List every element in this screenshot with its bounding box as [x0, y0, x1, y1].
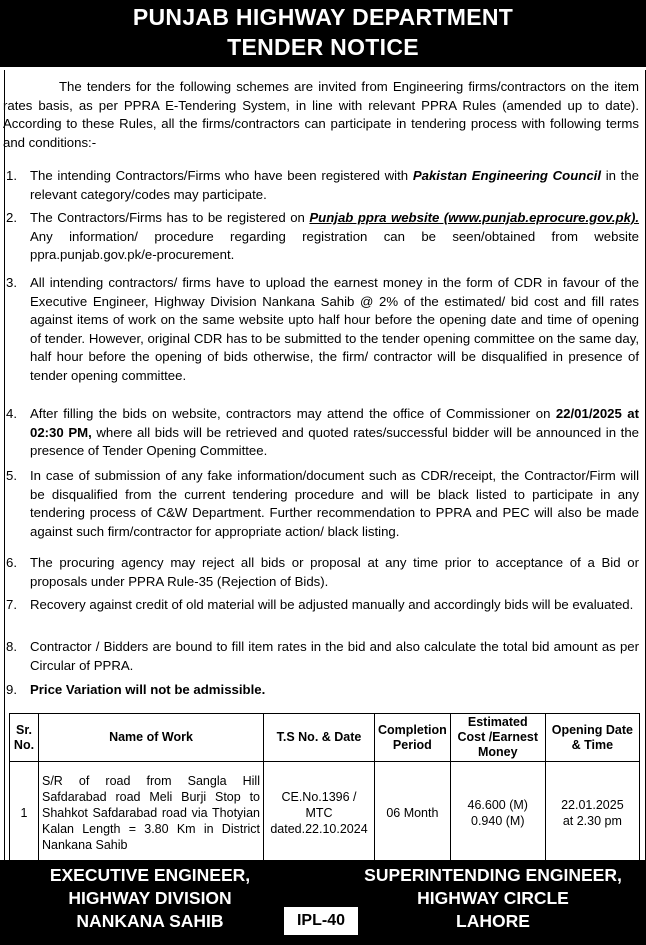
pec-emphasis: Pakistan Engineering Council	[412, 168, 601, 183]
term-number: 3.	[6, 275, 17, 290]
ipl-code-badge: IPL-40	[283, 906, 359, 936]
term-number: 9.	[6, 682, 17, 697]
cell-period: 06 Month	[375, 762, 451, 865]
intro-paragraph: The tenders for the following schemes are invited from Engineering firms/contractors on the item rates basis, as per PPRA E-Tendering System, in line with relevant PPRA Rules (amended up to date). According to these Rules, all the firms/contractors can participate in tendering process with following terms and conditions:-	[3, 79, 639, 150]
header-opening: Opening Date & Time	[545, 714, 639, 762]
header-sr: Sr. No.	[10, 714, 39, 762]
cell-opening: 22.01.2025 at 2.30 pm	[545, 762, 639, 865]
term-number: 5.	[6, 468, 17, 483]
term-number: 1.	[6, 168, 17, 183]
table-header-row	[10, 714, 640, 762]
term-number: 8.	[6, 639, 17, 654]
opening-datetime-emphasis: 22/01/2025 at 02:30 PM,	[30, 406, 640, 440]
header-work: Name of Work	[39, 714, 264, 762]
tender-table	[9, 713, 640, 865]
notice-title: TENDER NOTICE	[227, 34, 419, 60]
header-ts: T.S No. & Date	[264, 714, 375, 762]
table-row	[10, 762, 640, 865]
header-cost: Estimated Cost /Earnest Money	[450, 714, 545, 762]
term-number: 2.	[6, 210, 17, 225]
cell-sr: 1	[10, 762, 39, 865]
department-title: PUNJAB HIGHWAY DEPARTMENT	[132, 4, 514, 30]
cell-cost: 46.600 (M) 0.940 (M)	[450, 762, 545, 865]
cell-work: S/R of road from Sangla Hill Safdarabad road Meli Burji Stop to Shahkot Safdarabad road via Thotyian Kalan Length = 3.80 Km in District Nankana Sahib	[39, 762, 264, 865]
cell-ts: CE.No.1396 / MTC dated.22.10.2024	[264, 762, 375, 865]
eprocure-link[interactable]: Punjab ppra website (www.punjab.eprocure.gov.pk).	[309, 210, 640, 225]
executive-engineer-signature: EXECUTIVE ENGINEER, HIGHWAY DIVISION NANKANA SAHIB	[49, 865, 251, 931]
term-number: 7.	[6, 597, 17, 612]
term-number: 4.	[6, 406, 17, 421]
superintending-engineer-signature: SUPERINTENDING ENGINEER, HIGHWAY CIRCLE LAHORE	[364, 865, 622, 931]
notice-header	[0, 0, 646, 67]
header-period: Completion Period	[375, 714, 451, 762]
term-number: 6.	[6, 555, 17, 570]
